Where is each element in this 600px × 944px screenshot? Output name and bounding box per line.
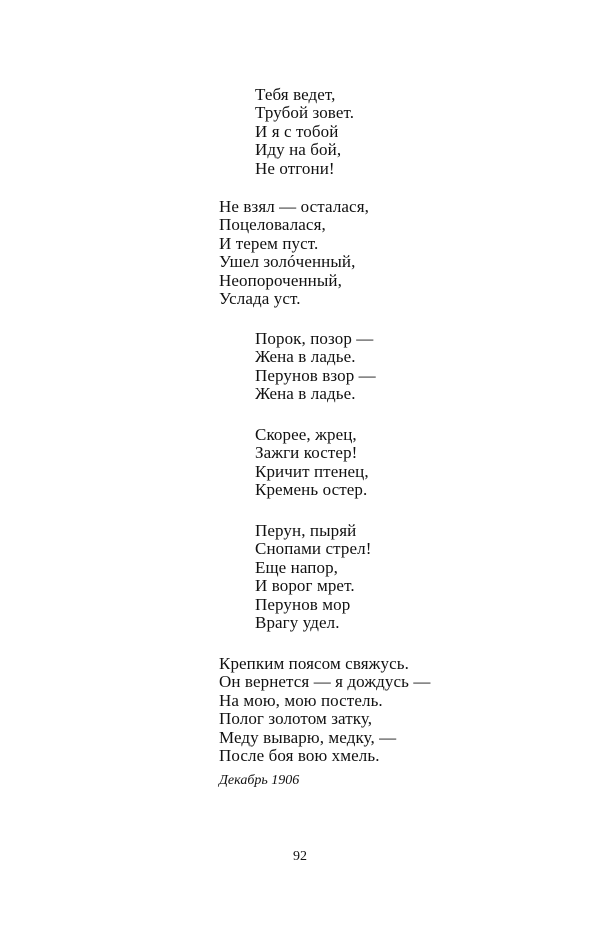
poem-line: Зажги костер! [255, 443, 358, 463]
poem-line: И ворог мрет. [255, 576, 355, 596]
poem-line: Еще напор, [255, 557, 339, 577]
poem-line: Скорее, жрец, [255, 425, 357, 444]
poem-line: Не взял — осталася, [219, 197, 369, 216]
poem-line: Жена в ладье. [255, 347, 356, 367]
stanza-3 [255, 330, 376, 404]
page-number: 92 [293, 849, 307, 864]
stanza-1 [255, 86, 354, 178]
poem-line: Тебя ведет, [255, 85, 336, 104]
poem-line: Поцеловалася, [219, 215, 326, 235]
poem-line: Он вернется — я дождусь — [219, 672, 431, 692]
poem-line: Порок, позор — [255, 329, 374, 348]
poem-line: Не отгони! [255, 158, 335, 178]
stanza-6 [219, 655, 430, 765]
poem-line: И терем пуст. [219, 233, 319, 253]
poem-line: Врагу удел. [255, 613, 340, 633]
stanza-4 [255, 426, 369, 500]
poem-line: Перунов взор — [255, 365, 376, 385]
poem-line: Ушел золóченный, [219, 252, 356, 272]
poem-line: Трубой зовет. [255, 103, 355, 123]
poem-line: На мою, мою постель. [219, 690, 383, 710]
stanza-5 [255, 522, 371, 632]
poem-line: Перунов мор [255, 594, 351, 614]
poem-line: Перун, пыряй [255, 521, 357, 540]
poem-line: Кричит птенец, [255, 461, 369, 481]
poem-line: После боя вою хмель. [219, 746, 380, 766]
stanza-2 [219, 198, 369, 308]
poem-line: Меду выварю, медку, — [219, 727, 397, 747]
poem-line: Крепким поясом свяжусь. [219, 654, 409, 673]
poem-line: Иду на бой, [255, 140, 342, 160]
poem-line: Снопами стрел! [255, 539, 372, 559]
poem-line: Услада уст. [219, 289, 301, 309]
poem-line: Кремень остер. [255, 480, 368, 500]
poem-line: И я с тобой [255, 121, 339, 141]
poem-line: Неопороченный, [219, 270, 342, 290]
poem-line: Жена в ладье. [255, 384, 356, 404]
poem-line: Полог золотом затку, [219, 709, 373, 729]
poem-date: Декабрь 1906 [219, 773, 300, 788]
